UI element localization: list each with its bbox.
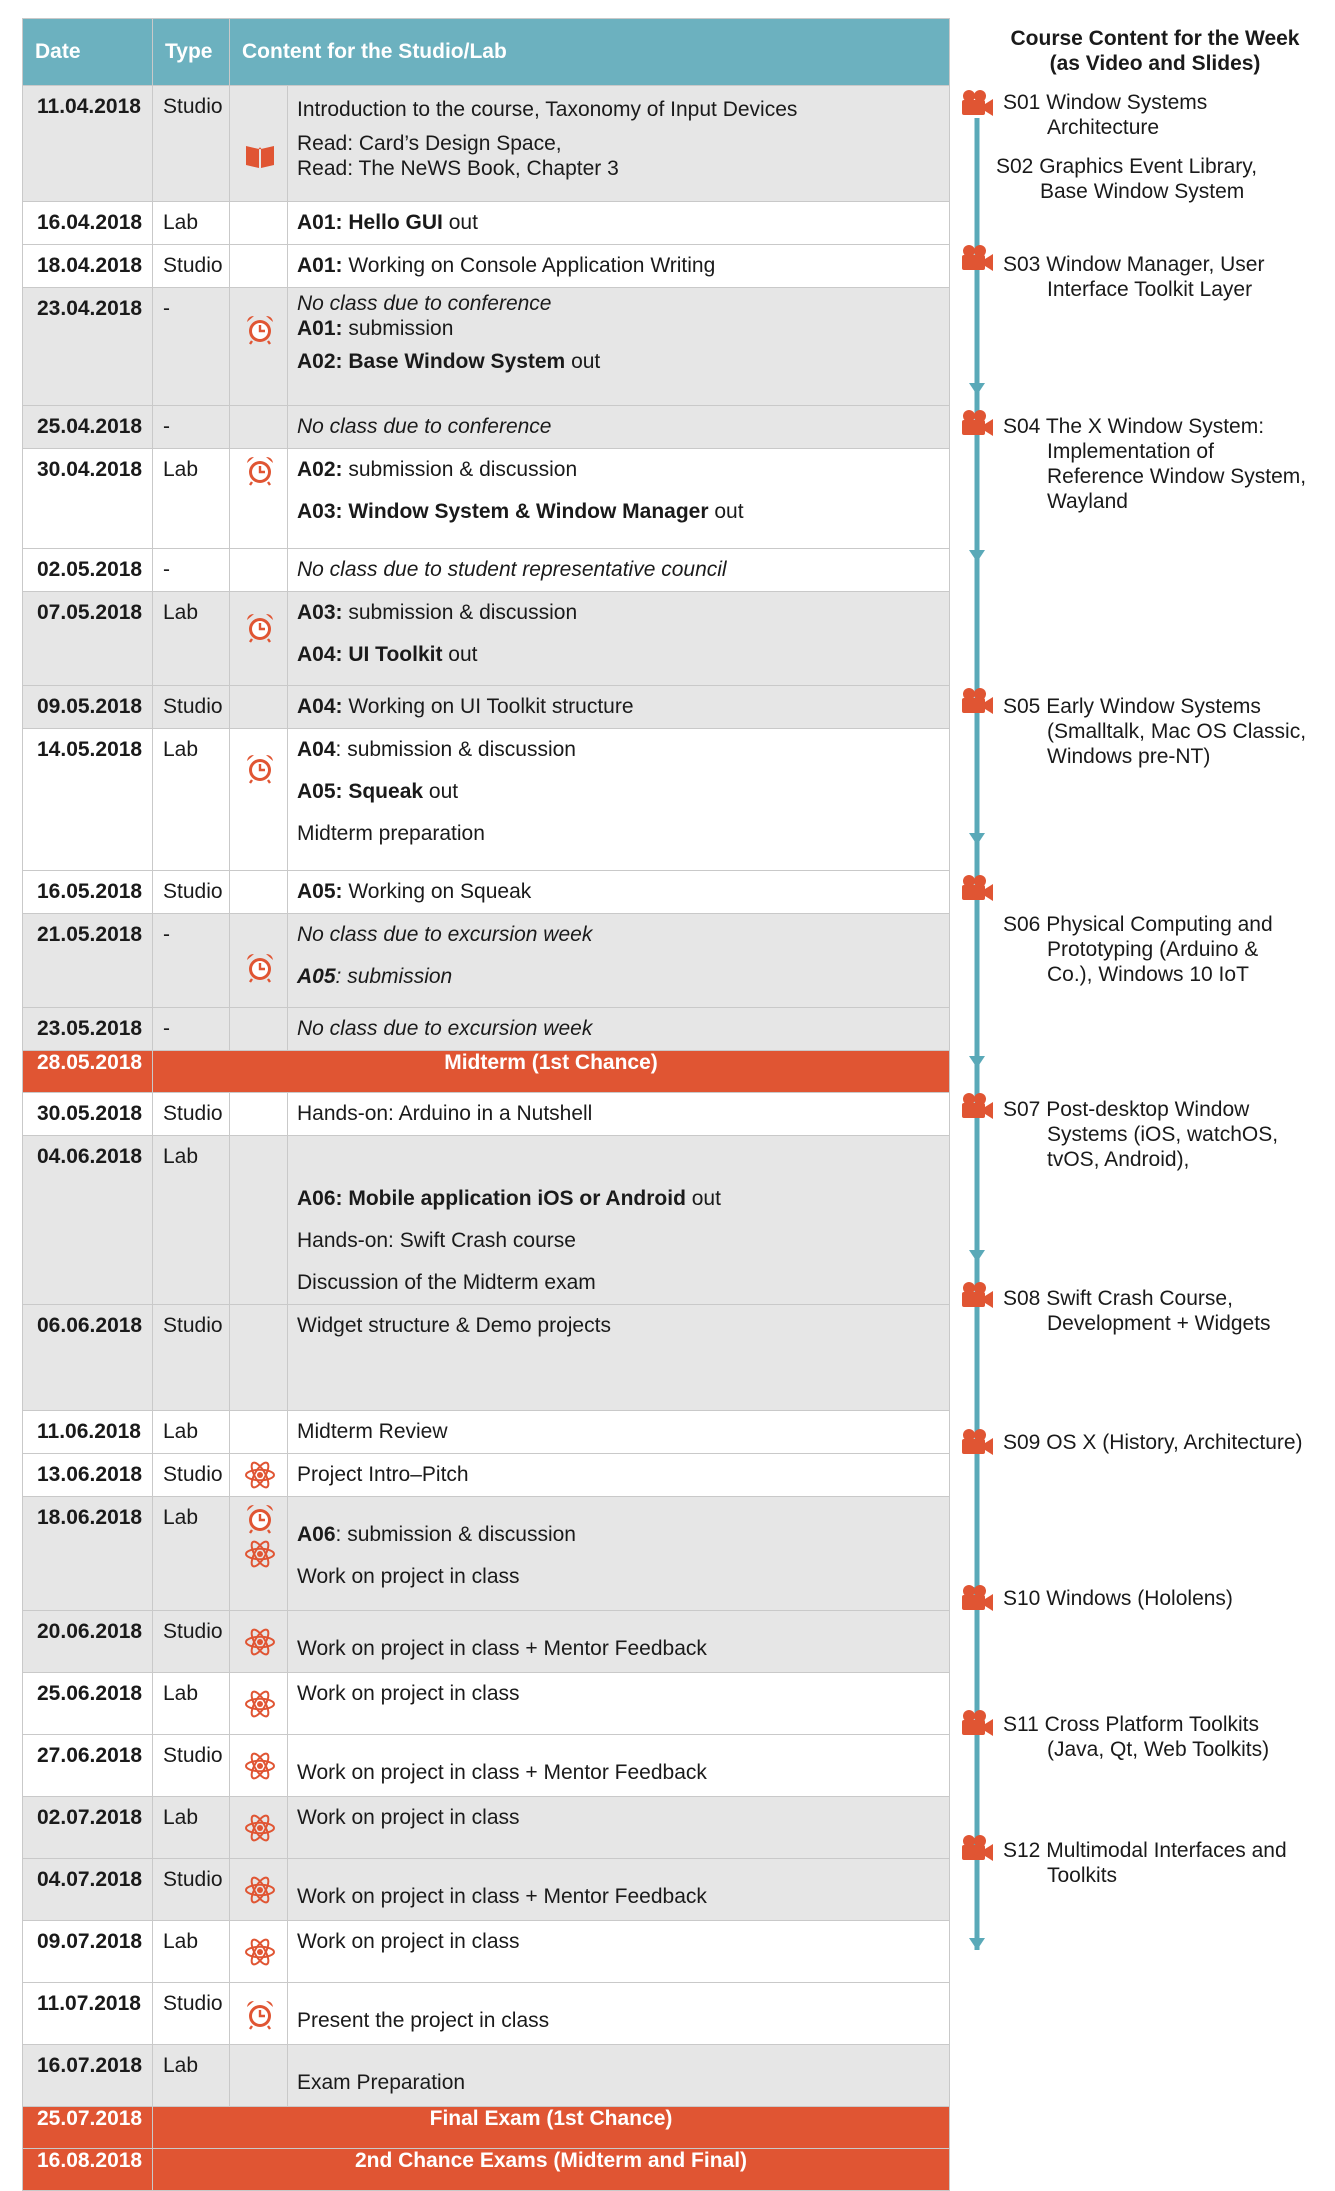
row-type: - [153,914,230,1008]
row-type: Studio [153,1983,230,2045]
content-text: A03: [297,601,343,624]
content-text: Project Intro–Pitch [297,1463,469,1486]
session-item [1003,1430,1328,1455]
content-text: Work on project in class [297,1930,520,1953]
content-text: Working on Console Application Writing [342,254,716,277]
content-text: Present the project in class [297,2009,550,2032]
session-item [1003,1097,1328,1172]
exam-label: Final Exam (1st Chance) [153,2107,950,2149]
content-text: A05: Squeak [297,780,424,803]
content-text: A06: Mobile application iOS or Android [297,1187,686,1210]
row-type: - [153,549,230,592]
row-type: Lab [153,592,230,686]
row-date: 02.07.2018 [23,1797,153,1859]
row-type: Studio [153,1611,230,1673]
row-date: 23.04.2018 [23,288,153,406]
content-text: Read: The NeWS Book, Chapter 3 [297,157,619,180]
row-type: Lab [153,1673,230,1735]
row-date: 14.05.2018 [23,729,153,871]
content-text: A05 [297,965,336,988]
content-text: : submission & discussion [335,1523,576,1546]
session-title: S09 OS X (History, Architecture) [1003,1431,1303,1454]
row-type: Lab [153,449,230,549]
session-detail: Implementation of [1047,440,1214,463]
row-date: 20.06.2018 [23,1611,153,1673]
row-date: 16.05.2018 [23,871,153,914]
row-date: 28.05.2018 [23,1051,153,1093]
row-date: 09.07.2018 [23,1921,153,1983]
session-title: S05 Early Window Systems [1003,695,1261,718]
video-camera-icon [960,874,994,902]
row-type: Lab [153,1497,230,1611]
row-type: Lab [153,1136,230,1305]
row-type: Lab [153,729,230,871]
session-detail: Base Window System [1040,180,1245,203]
content-text: : submission [335,965,453,988]
session-title: S08 Swift Crash Course, [1003,1287,1233,1310]
content-text: Midterm preparation [297,822,485,845]
row-date: 23.05.2018 [23,1008,153,1051]
row-type: Studio [153,686,230,729]
content-text: submission [342,317,454,340]
video-camera-icon [960,1584,994,1612]
row-date: 30.05.2018 [23,1093,153,1136]
row-type: Studio [153,1859,230,1921]
session-title: S02 Graphics Event Library, [996,155,1258,178]
content-text: Introduction to the course, Taxonomy of Input Devices [297,98,798,121]
session-detail: (Java, Qt, Web Toolkits) [1047,1738,1270,1761]
session-detail: Systems (iOS, watchOS, [1047,1123,1279,1146]
session-detail: Reference Window System, [1047,465,1307,488]
content-text: Working on Squeak [342,880,532,903]
session-title: S10 Windows (Hololens) [1003,1587,1233,1610]
content-text: No class due to student representative council [297,558,727,581]
video-camera-icon [960,687,994,715]
row-date: 18.04.2018 [23,245,153,288]
content-text: A03: Window System & Window Manager [297,500,709,523]
row-date: 16.08.2018 [23,2149,153,2191]
video-camera-icon [960,244,994,272]
row-type: Studio [153,1093,230,1136]
content-text: A02: Base Window System [297,350,566,373]
session-detail: Windows pre-NT) [1047,745,1211,768]
content-text: Read: Card’s Design Space, [297,132,562,155]
content-text: A02: [297,458,343,481]
content-text: Work on project in class [297,1806,520,1829]
content-text: submission & discussion [342,601,578,624]
row-date: 11.06.2018 [23,1411,153,1454]
row-type: Studio [153,245,230,288]
content-text: Work on project in class + Mentor Feedback [297,1637,707,1660]
content-text: Work on project in class + Mentor Feedback [297,1761,707,1784]
video-camera-icon [960,89,994,117]
content-text: Hands-on: Arduino in a Nutshell [297,1102,593,1125]
session-title: S06 Physical Computing and [1003,913,1273,936]
session-item [1003,1286,1328,1336]
content-text: : submission & discussion [335,738,576,761]
header-content: Content for the Studio/Lab [230,19,950,86]
row-date: 04.07.2018 [23,1859,153,1921]
session-title: S04 The X Window System: [1003,415,1265,438]
session-item [1003,90,1328,140]
row-type: Lab [153,202,230,245]
row-date: 25.07.2018 [23,2107,153,2149]
row-date: 27.06.2018 [23,1735,153,1797]
content-text: Work on project in class [297,1682,520,1705]
content-text: A04: UI Toolkit [297,643,443,666]
session-title: S03 Window Manager, User [1003,253,1265,276]
content-text: Work on project in class [297,1565,520,1588]
session-detail: (Smalltalk, Mac OS Classic, [1047,720,1307,743]
row-date: 11.04.2018 [23,86,153,202]
video-camera-icon [960,1281,994,1309]
content-text: A06 [297,1523,336,1546]
row-type: Studio [153,1454,230,1497]
video-camera-icon [960,1092,994,1120]
row-type: Studio [153,871,230,914]
content-text: A01: Hello GUI [297,211,443,234]
row-type: Lab [153,1797,230,1859]
row-type: Studio [153,86,230,202]
row-date: 13.06.2018 [23,1454,153,1497]
row-date: 06.06.2018 [23,1305,153,1411]
video-camera-icon [960,1428,994,1456]
session-item [1003,912,1328,987]
content-text: A05: [297,880,343,903]
session-detail: Co.), Windows 10 IoT [1047,963,1249,986]
session-detail: tvOS, Android), [1047,1148,1190,1171]
session-item [1003,1586,1328,1611]
row-date: 02.05.2018 [23,549,153,592]
row-date: 16.04.2018 [23,202,153,245]
content-text: Discussion of the Midterm exam [297,1271,596,1294]
row-date: 09.05.2018 [23,686,153,729]
content-text: submission & discussion [342,458,578,481]
content-text: Exam Preparation [297,2071,466,2094]
header-date: Date [23,19,153,86]
session-item [996,154,1321,204]
content-text: out [442,643,478,666]
session-item [1003,694,1328,769]
session-item [1003,252,1328,302]
row-date: 18.06.2018 [23,1497,153,1611]
row-date: 16.07.2018 [23,2045,153,2107]
content-text: Work on project in class + Mentor Feedback [297,1885,707,1908]
row-type: Studio [153,1305,230,1411]
content-text: Widget structure & Demo projects [297,1314,611,1337]
session-item [1003,414,1328,514]
session-detail: Wayland [1047,490,1128,513]
video-camera-icon [960,409,994,437]
row-type: Studio [153,1735,230,1797]
row-date: 25.04.2018 [23,406,153,449]
session-detail: Toolkits [1047,1864,1118,1887]
content-text: A04: [297,695,343,718]
content-text: out [685,1187,721,1210]
session-detail: Prototyping (Arduino & [1047,938,1259,961]
session-title: S11 Cross Platform Toolkits [1003,1713,1259,1736]
row-date: 30.04.2018 [23,449,153,549]
content-text: out [423,780,459,803]
content-text: out [442,211,478,234]
content-text: No class due to conference [297,292,552,315]
video-camera-icon [960,1709,994,1737]
content-text: A04 [297,738,336,761]
row-type: Lab [153,1921,230,1983]
row-type: - [153,288,230,406]
content-text: Working on UI Toolkit structure [342,695,634,718]
session-detail: Development + Widgets [1047,1312,1271,1335]
session-item [1003,1838,1328,1888]
session-detail: Interface Toolkit Layer [1047,278,1253,301]
session-title: S12 Multimodal Interfaces and [1003,1839,1287,1862]
row-date: 11.07.2018 [23,1983,153,2045]
session-title: S01 Window Systems [1003,91,1208,114]
exam-label: 2nd Chance Exams (Midterm and Final) [153,2149,950,2191]
exam-label: Midterm (1st Chance) [153,1051,950,1093]
row-date: 07.05.2018 [23,592,153,686]
sidebar-title-line1: Course Content for the Week [1010,27,1300,50]
session-title: S07 Post-desktop Window [1003,1098,1250,1121]
session-item [1003,1712,1328,1762]
content-text: No class due to excursion week [297,1017,593,1040]
session-detail: Architecture [1047,116,1160,139]
content-text: Midterm Review [297,1420,448,1443]
content-text: No class due to conference [297,415,552,438]
row-type: - [153,1008,230,1051]
video-camera-icon [960,1834,994,1862]
row-type: Lab [153,2045,230,2107]
row-date: 25.06.2018 [23,1673,153,1735]
content-text: No class due to excursion week [297,923,593,946]
content-text: out [565,350,601,373]
header-type: Type [153,19,230,86]
sidebar-title-line2: (as Video and Slides) [1049,52,1261,75]
content-text: out [708,500,744,523]
row-date: 21.05.2018 [23,914,153,1008]
content-text: A01: [297,317,343,340]
row-date: 04.06.2018 [23,1136,153,1305]
content-text: Hands-on: Swift Crash course [297,1229,576,1252]
row-type: - [153,406,230,449]
content-text: A01: [297,254,343,277]
row-type: Lab [153,1411,230,1454]
